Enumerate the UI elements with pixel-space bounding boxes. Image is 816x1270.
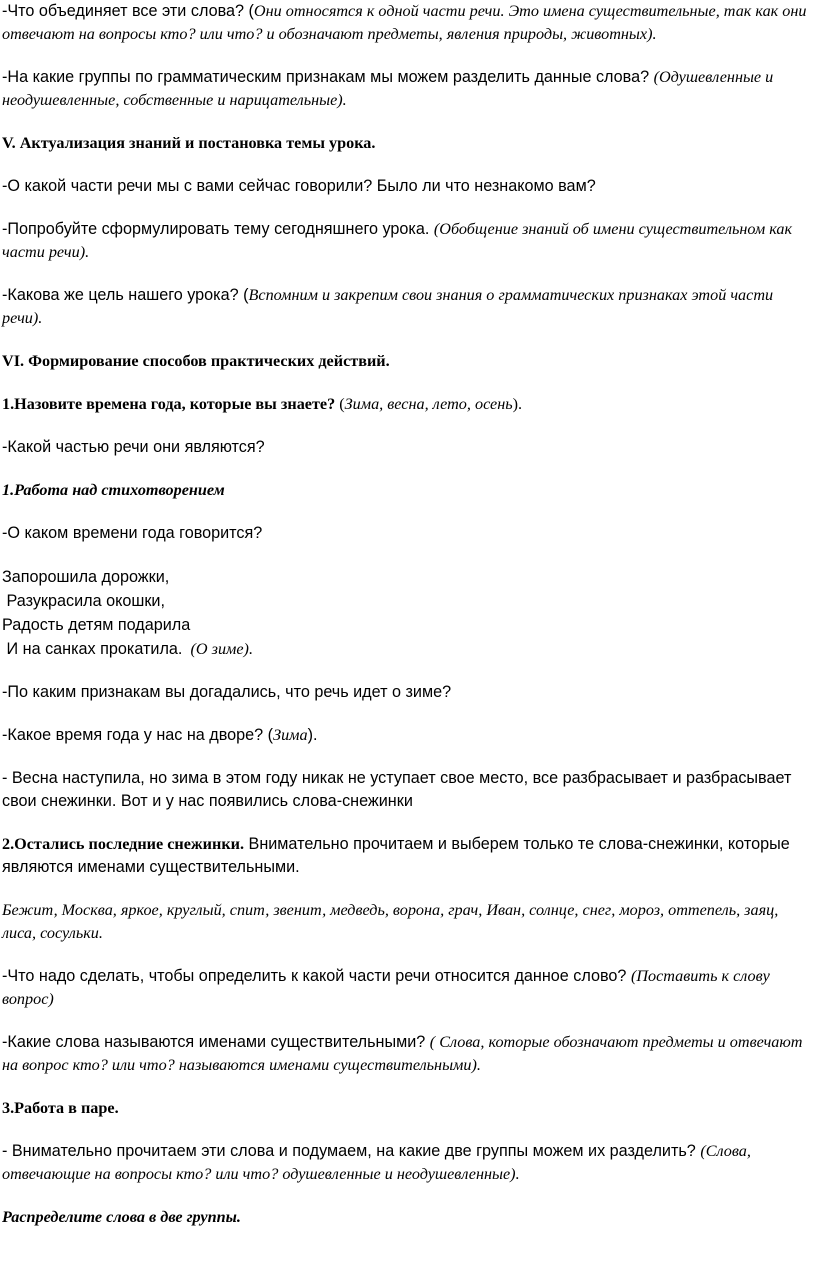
poem-line-3: Радость детям подарила (2, 616, 191, 634)
poem-line-1: Запорошила дорожки, (2, 568, 170, 586)
question-text: -Какова же цель нашего урока? ( (2, 286, 249, 304)
close-paren: ). (307, 726, 318, 744)
task-title: 2.Остались последние снежинки. (2, 835, 245, 853)
section-heading-5: V. Актуализация знаний и постановка темы урока. (2, 134, 376, 152)
paragraph-question-signs: -По каким признакам вы догадались, что речь идет о зиме? (2, 683, 452, 701)
question-text: -Какие слова называются именами существительными? (2, 1033, 430, 1051)
word-list: Бежит, Москва, яркое, круглый, спит, звенит, медведь, ворона, грач, Иван, солнце, снег, мороз, оттепель, заяц, лиса, сосульки. (2, 901, 779, 942)
paragraph-question-groups (2, 66, 814, 112)
answer-text: (Обобщение знаний об имени существительном как части речи). (2, 220, 793, 261)
question-text: -Что объединяет все эти слова? ( (2, 2, 254, 20)
task-instructions: Внимательно прочитаем и выберем только те слова-снежинки, которые являются именами существительными. (2, 835, 790, 876)
answer-text: (Слова, отвечающие на вопросы кто? или что? одушевленные и неодушевленные). (2, 1142, 751, 1183)
question-text: -Что надо сделать, чтобы определить к какой части речи относится данное слово? (2, 967, 631, 985)
answer-text: (Одушевленные и неодушевленные, собственные и нарицательные). (2, 68, 774, 109)
task-pair-work: 3.Работа в паре. (2, 1099, 119, 1117)
paragraph-question-season: -О каком времени года говорится? (2, 524, 263, 542)
work-poem-heading: 1.Работа над стихотворением (2, 481, 225, 499)
paragraph-lesson-topic (2, 218, 814, 264)
question-text: -Какое время года у нас на дворе? ( (2, 726, 274, 744)
open-paren: ( (335, 395, 345, 413)
answer-text: Вспомним и закрепим свои знания о грамматических признаках этой части речи). (2, 286, 774, 327)
task-last-snowflakes (2, 833, 814, 879)
section-heading-6: VI. Формирование способов практических действий. (2, 352, 390, 370)
answer-text: ( Слова, которые обозначают предметы и отвечают на вопрос кто? или что? называются именами существительными). (2, 1033, 803, 1074)
answer-text: Они относятся к одной части речи. Это имена существительные, так как они отвечают на вопросы кто? или что? и обозначают предметы, явления природы, животных). (2, 2, 807, 43)
task-title: 1.Назовите времена года, которые вы знаете? (2, 395, 336, 413)
paragraph-question-unite (2, 0, 814, 46)
poem-line-4-text: И на санках прокатила. (2, 640, 183, 658)
seasons-answer: Зима, весна, лето, осень (344, 395, 513, 413)
paragraph-snowflakes-intro: - Весна наступила, но зима в этом году никак не уступает свое место, все разбрасывает и разбрасывает свои снежинки. Вот и у нас появились слова-снежинки (2, 769, 792, 810)
paragraph-lesson-goal (2, 284, 814, 330)
question-text: -На какие группы по грамматическим признакам мы можем разделить данные слова? (2, 68, 654, 86)
poem-line-2: Разукрасила окошки, (2, 592, 165, 610)
question-text: - Внимательно прочитаем эти слова и подумаем, на какие две группы можем их разделить? (2, 1142, 701, 1160)
task-seasons (2, 393, 814, 416)
poem-answer: (О зиме). (190, 640, 253, 658)
paragraph-question-determine (2, 965, 814, 1011)
answer-text: Зима (273, 726, 308, 744)
answer-text: (Поставить к слову вопрос) (2, 967, 770, 1008)
question-text: -Попробуйте сформулировать тему сегодняшнего урока. (2, 220, 434, 238)
paragraph-question-nouns (2, 1031, 814, 1077)
final-instruction: Распределите слова в две группы. (2, 1208, 241, 1226)
close-paren: ). (512, 395, 523, 413)
paragraph-question-current-season (2, 724, 814, 747)
poem-block (2, 565, 814, 661)
paragraph-question-two-groups (2, 1140, 814, 1186)
paragraph-question-which-part: -Какой частью речи они являются? (2, 438, 265, 456)
poem-line-4 (2, 637, 814, 661)
paragraph-question-part-of-speech: -О какой части речи мы с вами сейчас говорили? Было ли что незнакомо вам? (2, 177, 596, 195)
